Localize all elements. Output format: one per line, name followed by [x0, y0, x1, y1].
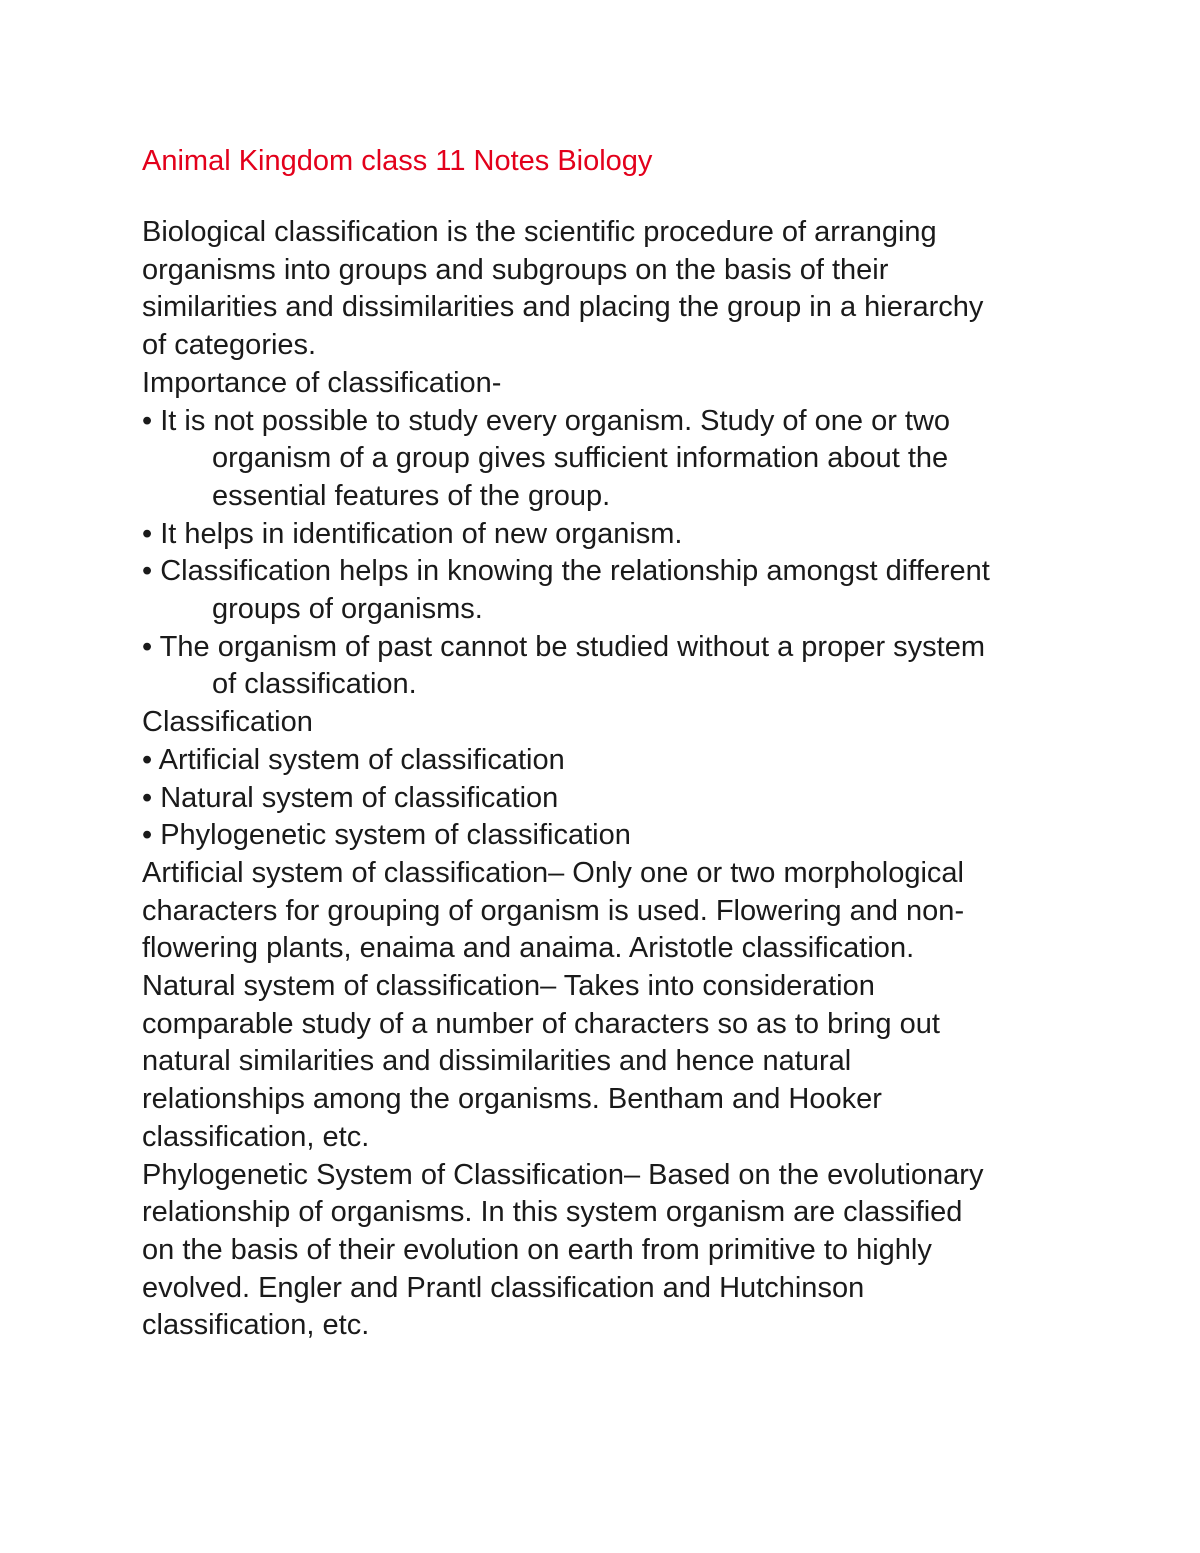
paragraph-line: relationship of organisms. In this system organism are classified: [142, 1196, 963, 1229]
bullet-continuation: essential features of the group.: [212, 479, 611, 512]
paragraph-line: Natural system of classification– Takes into consideration: [142, 970, 875, 1003]
paragraph-line: evolved. Engler and Prantl classification and Hutchinson: [142, 1271, 865, 1304]
paragraph-line: relationships among the organisms. Bentham and Hooker: [142, 1083, 882, 1116]
bullet-continuation: organism of a group gives sufficient information about the: [212, 442, 949, 475]
bullet-item: • It helps in identification of new organism.: [142, 517, 683, 550]
section-heading: Classification: [142, 706, 313, 739]
bullet-item: • It is not possible to study every organism. Study of one or two: [142, 404, 951, 437]
bullet-item: • Phylogenetic system of classification: [142, 819, 631, 852]
paragraph-line: natural similarities and dissimilarities and hence natural: [142, 1045, 852, 1078]
paragraph-line: of categories.: [142, 329, 317, 362]
paragraph-line: Phylogenetic System of Classification– Based on the evolutionary: [142, 1158, 984, 1191]
bullet-item: • Natural system of classification: [142, 781, 559, 814]
paragraph-line: Artificial system of classification– Only one or two morphological: [142, 856, 964, 889]
document-page: [142, 140, 1072, 1345]
paragraph-line: comparable study of a number of characters so as to bring out: [142, 1007, 940, 1040]
paragraph-line: organisms into groups and subgroups on the basis of their: [142, 253, 889, 286]
title-spacer: [142, 182, 1072, 214]
document-body: [142, 214, 1072, 1345]
bullet-item: • Artificial system of classification: [142, 743, 565, 776]
bullet-item: • The organism of past cannot be studied without a proper system: [142, 630, 986, 663]
bullet-continuation: of classification.: [212, 668, 417, 701]
paragraph-line: on the basis of their evolution on earth from primitive to highly: [142, 1233, 932, 1266]
paragraph-line: Biological classification is the scientific procedure of arranging: [142, 216, 937, 248]
paragraph-line: flowering plants, enaima and anaima. Aristotle classification.: [142, 932, 915, 965]
paragraph-line: characters for grouping of organism is used. Flowering and non-: [142, 894, 965, 927]
section-heading: Importance of classification-: [142, 366, 502, 399]
paragraph-line: classification, etc.: [142, 1309, 370, 1342]
document-title: Animal Kingdom class 11 Notes Biology: [142, 145, 653, 177]
paragraph-line: classification, etc.: [142, 1120, 370, 1153]
paragraph-line: similarities and dissimilarities and placing the group in a hierarchy: [142, 291, 984, 324]
bullet-item: • Classification helps in knowing the relationship amongst different: [142, 555, 990, 588]
bullet-continuation: groups of organisms.: [212, 593, 483, 626]
